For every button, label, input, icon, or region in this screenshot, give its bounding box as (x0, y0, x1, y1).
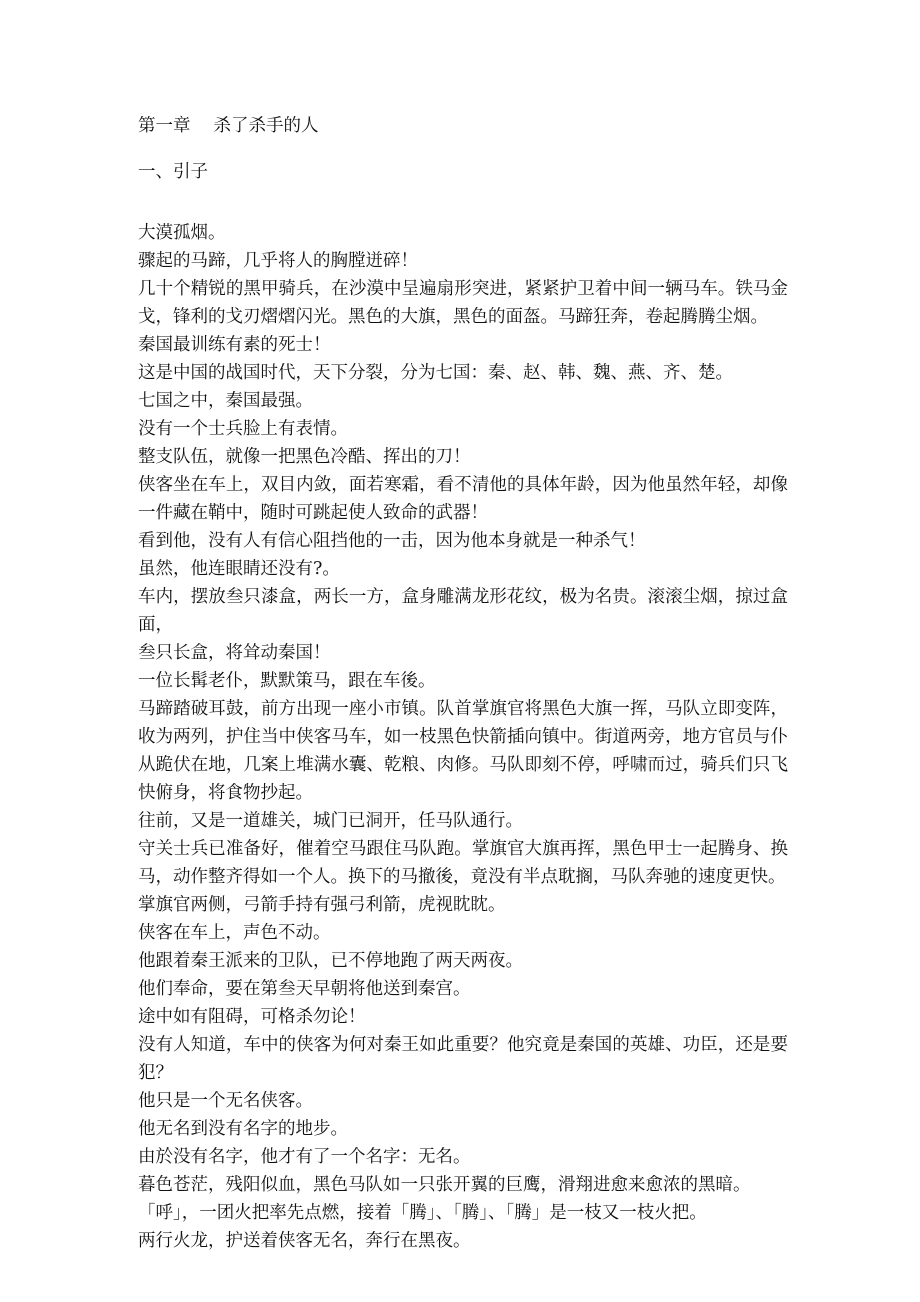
paragraph: 侠客在车上，声色不动。 (138, 923, 331, 943)
paragraph: 几十个精锐的黑甲骑兵，在沙漠中呈遍扇形突进，紧紧护卫着中间一辆马车。铁马金戈，锋利的戈刃熠熠闪光。黑色的大旗，黑色的面盔。马蹄狂奔，卷起腾腾尘烟。 (138, 279, 788, 327)
paragraph-list (138, 219, 788, 1255)
paragraph: 看到他，没有人有信心阻挡他的一击，因为他本身就是一种杀气！ (138, 531, 646, 551)
paragraph: 大漠孤烟。 (138, 223, 226, 243)
paragraph: 他跟着秦王派来的卫队，已不停地跑了两天两夜。 (138, 951, 523, 971)
chapter-title: 第一章 杀了杀手的人 (138, 116, 319, 136)
paragraph: 一位长髯老仆，默默策马，跟在车後。 (138, 671, 436, 691)
section-title: 一、引子 (138, 162, 208, 182)
paragraph: 叁只长盒，将耸动秦国！ (138, 643, 331, 663)
paragraph: 掌旗官两侧，弓箭手持有强弓利箭，虎视眈眈。 (138, 895, 506, 915)
paragraph: 侠客坐在车上，双目内敛，面若寒霜，看不清他的具体年龄，因为他虽然年轻，却像一件藏在鞘中，随时可跳起使人致命的武器！ (138, 475, 788, 523)
paragraph: 没有人知道，车中的侠客为何对秦王如此重要？他究竟是秦国的英雄、功臣，还是要犯？ (138, 1035, 788, 1083)
paragraph: 途中如有阻碍，可格杀勿论！ (138, 1007, 366, 1027)
paragraph: 他只是一个无名侠客。 (138, 1091, 313, 1111)
paragraph: 暮色苍茫，残阳似血，黑色马队如一只张开翼的巨鹰，滑翔进愈来愈浓的黑暗。 (138, 1175, 751, 1195)
document-body (138, 112, 788, 1255)
paragraph: 虽然，他连眼睛还没有?。 (138, 559, 340, 579)
paragraph: 守关士兵已准备好，催着空马跟住马队跑。掌旗官大旗再挥，黑色甲士一起腾身、换马，动作整齐得如一个人。换下的马撤後，竟没有半点耽搁，马队奔驰的速度更快。 (138, 839, 788, 887)
paragraph: 这是中国的战国时代，天下分裂，分为七国：秦、赵、韩、魏、燕、齐、楚。 (138, 363, 733, 383)
paragraph: 「呼」，一团火把率先点燃，接着「腾」、「腾」、「腾」是一枝又一枝火把。 (138, 1203, 707, 1223)
paragraph: 由於没有名字，他才有了一个名字：无名。 (138, 1147, 471, 1167)
paragraph: 他们奉命，要在第叁天早朝将他送到秦宫。 (138, 979, 471, 999)
paragraph: 他无名到没有名字的地步。 (138, 1119, 348, 1139)
paragraph: 没有一个士兵脸上有表情。 (138, 419, 348, 439)
paragraph: 七国之中，秦国最强。 (138, 391, 313, 411)
paragraph: 骤起的马蹄，几乎将人的胸膛迸碎！ (138, 251, 418, 271)
paragraph: 马蹄踏破耳鼓，前方出现一座小市镇。队首掌旗官将黑色大旗一挥，马队立即变阵，收为两列，护住当中侠客马车，如一枝黑色快箭插向镇中。街道两旁，地方官员与仆从跪伏在地，几案上堆满水囊、乾粮、肉修。马队即刻不停，呼啸而过，骑兵们只飞快俯身，将食物抄起。 (138, 699, 788, 803)
paragraph: 车内，摆放叁只漆盒，两长一方，盒身雕满龙形花纹，极为名贵。滚滚尘烟，掠过盒面， (138, 587, 788, 635)
paragraph: 两行火龙，护送着侠客无名，奔行在黑夜。 (138, 1231, 471, 1251)
paragraph: 往前，又是一道雄关，城门已洞开，任马队通行。 (138, 811, 523, 831)
paragraph: 秦国最训练有素的死士！ (138, 335, 331, 355)
paragraph: 整支队伍，就像一把黑色冷酷、挥出的刀！ (138, 447, 471, 467)
